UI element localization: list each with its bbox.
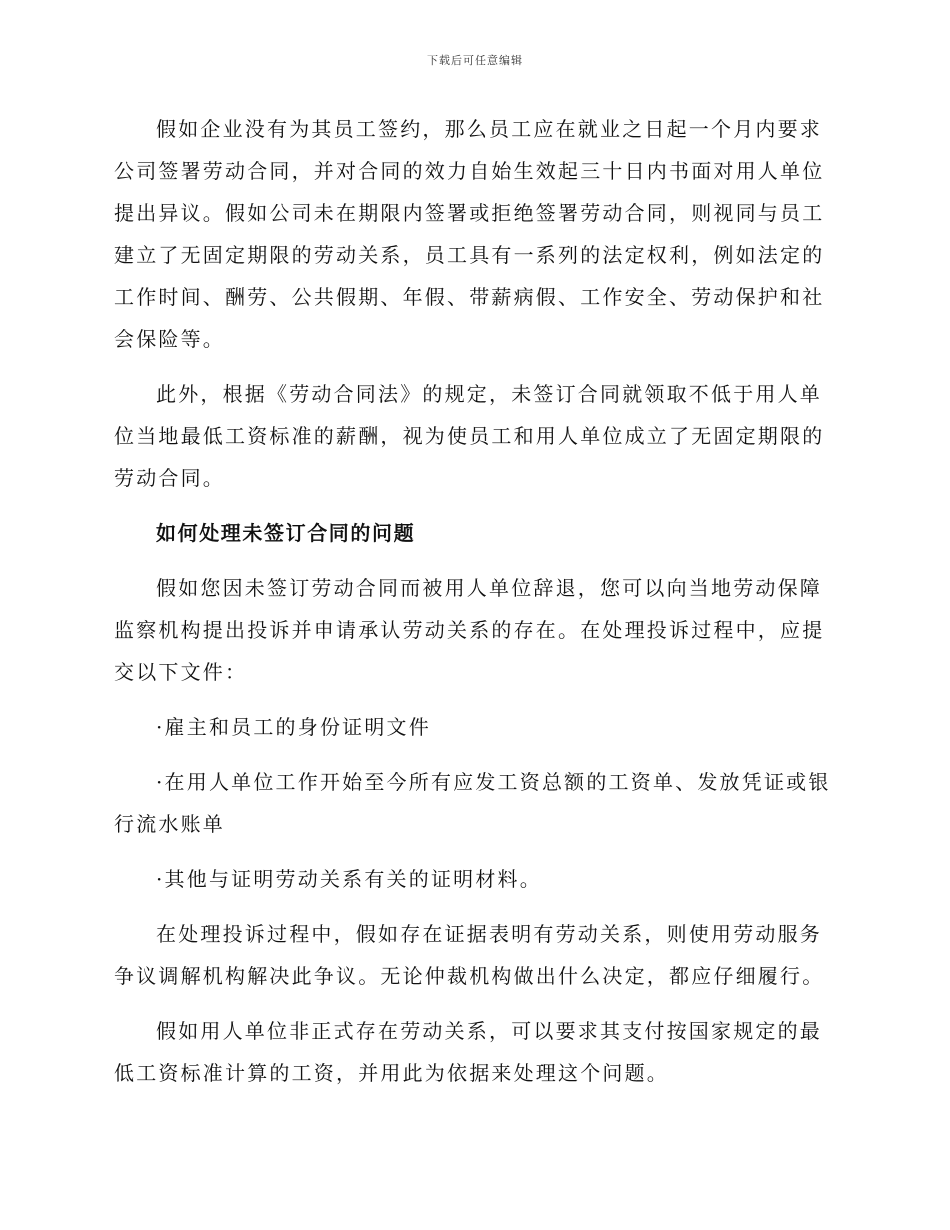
paragraph-2: 此外，根据《劳动合同法》的规定，未签订合同就领取不低于用人单位当地最低工资标准的薪酬，视为使员工和用人单位成立了无固定期限的劳动合同。 xyxy=(114,382,825,490)
bullet-item-1: ·雇主和员工的身份证明文件 xyxy=(156,715,431,739)
paragraph-5: 假如用人单位非正式存在劳动关系，可以要求其支付按国家规定的最低工资标准计算的工资，并用此为依据来处理这个问题。 xyxy=(114,1019,822,1085)
paragraph-3: 假如您因未签订劳动合同而被用人单位辞退，您可以向当地劳动保障监察机构提出投诉并申请承认劳动关系的存在。在处理投诉过程中，应提交以下文件： xyxy=(114,576,825,684)
paragraph-4: 在处理投诉过程中，假如存在证据表明有劳动关系，则使用劳动服务争议调解机构解决此争议。无论仲裁机构做出什么决定，都应仔细履行。 xyxy=(114,922,825,988)
section-heading: 如何处理未签订合同的问题 xyxy=(156,521,416,545)
bullet-item-2: ·在用人单位工作开始至今所有应发工资总额的工资单、发放凭证或银行流水账单 xyxy=(114,770,831,836)
bullet-item-3: ·其他与证明劳动关系有关的证明材料。 xyxy=(156,867,542,891)
page-header: 下载后可任意编辑 xyxy=(427,54,523,67)
paragraph-1: 假如企业没有为其员工签约，那么员工应在就业之日起一个月内要求公司签署劳动合同，并对合同的效力自始生效起三十日内书面对用人单位提出异议。假如公司未在期限内签署或拒绝签署劳动合同，则视同与员工建立了无固定期限的劳动关系，员工具有一系列的法定权利，例如法定的工作时间、酬劳、公共假期、年假、带薪病假、工作安全、劳动保护和社会保险等。 xyxy=(114,117,825,351)
document-body xyxy=(114,108,834,1107)
